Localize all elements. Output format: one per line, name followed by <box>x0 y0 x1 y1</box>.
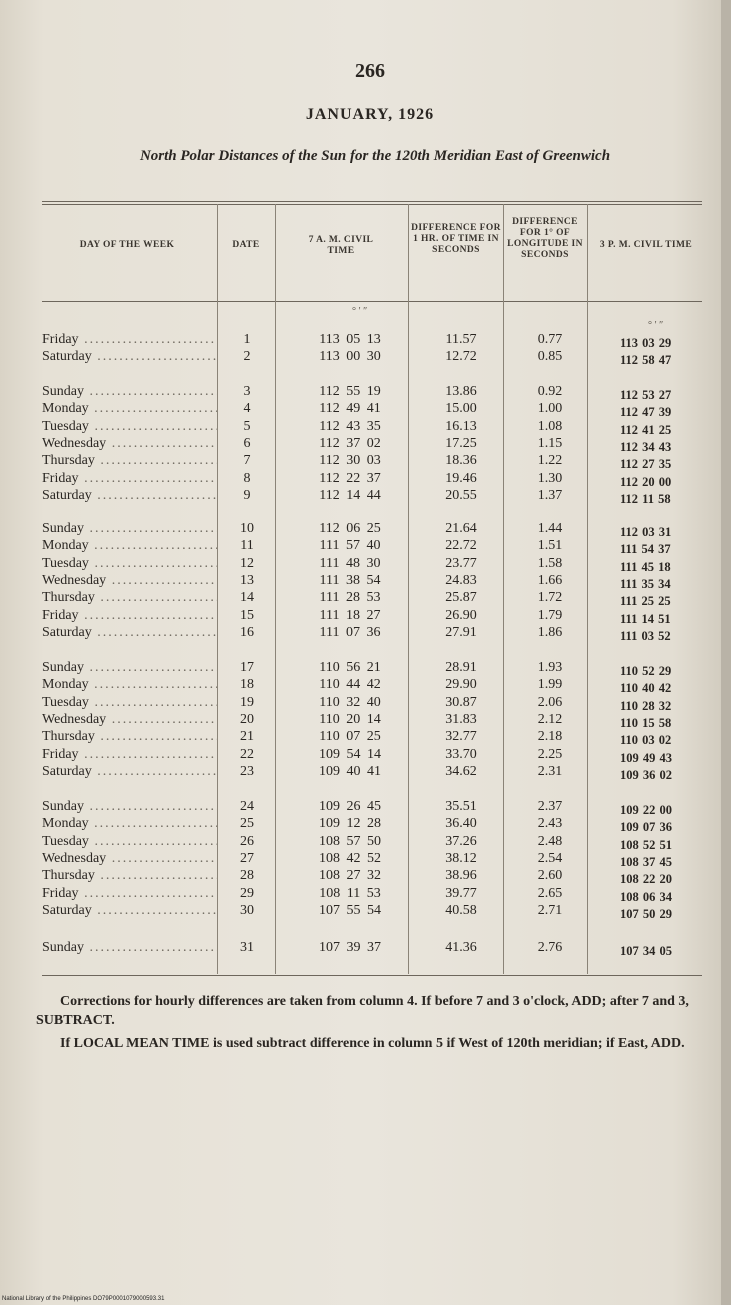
pm-civil-time-cell: 112 58 47 <box>620 353 672 368</box>
longitude-difference-cell: 0.77 <box>537 332 563 347</box>
table-top-rule-2 <box>42 204 702 205</box>
pm-civil-time-cell: 112 41 25 <box>620 422 672 437</box>
date-cell: 28 <box>240 868 254 884</box>
pm-civil-time-cell: 112 03 31 <box>620 525 672 539</box>
header-date: DATE <box>232 240 260 250</box>
pm-civil-time-cell: 110 28 32 <box>620 698 672 713</box>
pm-civil-time-cell: 109 49 43 <box>620 750 672 765</box>
hourly-difference-cell: 37.26 <box>445 833 477 849</box>
am-civil-time-cell: 112 55 19 <box>319 384 381 399</box>
hourly-difference-cell: 23.77 <box>445 555 477 571</box>
am-civil-time-cell: 110 07 25 <box>319 729 381 745</box>
pm-civil-time-cell: 108 52 51 <box>620 837 672 852</box>
hourly-difference-cell: 28.91 <box>445 660 477 675</box>
hourly-difference-cell: 35.51 <box>445 799 477 814</box>
column-divider <box>587 204 588 974</box>
pm-civil-time-cell: 112 34 43 <box>620 439 672 454</box>
pm-civil-time-cell: 108 06 34 <box>620 889 672 904</box>
date-cell: 15 <box>240 607 254 623</box>
date-cell: 20 <box>240 711 254 727</box>
pm-civil-time-cell: 111 03 52 <box>620 628 671 643</box>
am-civil-time-cell: 111 48 30 <box>319 555 381 571</box>
longitude-difference-cell: 0.92 <box>537 384 563 399</box>
longitude-difference-cell: 2.48 <box>537 833 563 849</box>
date-cell: 25 <box>240 816 254 832</box>
hourly-difference-cell: 12.72 <box>445 349 477 365</box>
date-cell: 21 <box>240 729 254 745</box>
date-cell: 8 <box>243 470 251 486</box>
pm-civil-time-cell: 109 07 36 <box>620 820 672 835</box>
hourly-difference-cell: 34.62 <box>445 763 477 779</box>
day-of-week-cell: Sunday ..... <box>42 799 217 815</box>
am-civil-time-cell: 108 11 53 <box>319 885 381 901</box>
day-of-week-cell: Sunday ..... <box>42 940 217 956</box>
day-of-week-cell: Sunday ..... <box>42 384 217 400</box>
am-civil-time-cell: 111 57 40 <box>319 538 381 554</box>
day-of-week-cell: Tuesday ..... <box>42 695 217 711</box>
am-civil-time-cell: 112 22 37 <box>319 470 381 486</box>
am-civil-time-cell: 107 55 54 <box>319 902 381 918</box>
hourly-difference-cell: 32.77 <box>445 729 477 745</box>
day-of-week-cell: Tuesday ..... <box>42 419 217 435</box>
longitude-difference-cell: 2.60 <box>537 868 563 884</box>
hourly-difference-cell: 13.86 <box>445 384 477 399</box>
pm-civil-time-cell: 110 52 29 <box>620 664 672 678</box>
longitude-difference-cell: 1.72 <box>537 590 563 606</box>
day-of-week-cell: Wednesday ..... <box>42 436 217 452</box>
units-pm: ° ′ ″ <box>648 320 664 331</box>
footer-credit: National Library of the Philippines DO79P0001079000593.31 <box>2 1296 165 1302</box>
hourly-difference-cell: 18.36 <box>445 453 477 469</box>
pm-civil-time-cell: 109 22 00 <box>620 803 672 817</box>
page-number: 266 <box>355 60 385 82</box>
am-civil-time-cell: 113 00 30 <box>319 349 381 365</box>
hourly-difference-cell: 16.13 <box>445 418 477 434</box>
header-difference-per-degree-longitude: DIFFERENCE FOR 1° OF LONGITUDE IN SECONDS <box>507 217 583 260</box>
pm-civil-time-cell: 112 47 39 <box>620 405 672 420</box>
date-cell: 12 <box>240 555 254 571</box>
day-of-week-cell: Friday ..... <box>42 886 217 902</box>
am-civil-time-cell: 110 32 40 <box>319 694 381 710</box>
date-cell: 2 <box>243 349 251 365</box>
pm-civil-time-cell: 109 36 02 <box>620 767 672 782</box>
day-of-week-cell: Sunday ..... <box>42 660 217 676</box>
day-of-week-cell: Monday ..... <box>42 538 217 554</box>
hourly-difference-cell: 39.77 <box>445 885 477 901</box>
hourly-difference-cell: 30.87 <box>445 694 477 710</box>
hourly-difference-cell: 38.96 <box>445 868 477 884</box>
day-of-week-cell: Saturday ..... <box>42 903 217 919</box>
hourly-difference-cell: 26.90 <box>445 607 477 623</box>
longitude-difference-cell: 2.31 <box>537 763 563 779</box>
pm-civil-time-cell: 112 53 27 <box>620 388 672 402</box>
page-edge-shadow <box>721 0 731 1305</box>
am-civil-time-cell: 111 07 36 <box>319 624 381 640</box>
table-subtitle: North Polar Distances of the Sun for the 120th Meridian East of Greenwich <box>139 148 611 164</box>
am-civil-time-cell: 108 27 32 <box>319 868 381 884</box>
date-cell: 5 <box>243 418 251 434</box>
pm-civil-time-cell: 108 37 45 <box>620 854 672 869</box>
am-civil-time-cell: 112 49 41 <box>319 401 381 417</box>
day-of-week-cell: Tuesday ..... <box>42 556 217 572</box>
hourly-difference-cell: 25.87 <box>445 590 477 606</box>
date-cell: 27 <box>240 850 254 866</box>
longitude-difference-cell: 2.25 <box>537 746 563 762</box>
pm-civil-time-cell: 111 45 18 <box>620 559 671 574</box>
longitude-difference-cell: 0.85 <box>537 349 563 365</box>
day-of-week-cell: Friday ..... <box>42 747 217 763</box>
longitude-difference-cell: 1.93 <box>537 660 563 675</box>
am-civil-time-cell: 112 43 35 <box>319 418 381 434</box>
hourly-difference-cell: 27.91 <box>445 624 477 640</box>
am-civil-time-cell: 112 37 02 <box>319 435 381 451</box>
hourly-difference-cell: 22.72 <box>445 538 477 554</box>
day-of-week-cell: Saturday ..... <box>42 764 217 780</box>
date-cell: 14 <box>240 590 254 606</box>
date-cell: 31 <box>240 940 254 955</box>
day-of-week-cell: Saturday ..... <box>42 625 217 641</box>
am-civil-time-cell: 107 39 37 <box>319 940 381 955</box>
longitude-difference-cell: 1.37 <box>537 487 563 503</box>
pm-civil-time-cell: 111 54 37 <box>620 542 671 557</box>
hourly-difference-cell: 38.12 <box>445 850 477 866</box>
am-civil-time-cell: 108 57 50 <box>319 833 381 849</box>
longitude-difference-cell: 2.43 <box>537 816 563 832</box>
day-of-week-cell: Saturday ..... <box>42 349 217 365</box>
date-cell: 19 <box>240 694 254 710</box>
hourly-difference-cell: 29.90 <box>445 677 477 693</box>
date-cell: 4 <box>243 401 251 417</box>
pm-civil-time-cell: 111 14 51 <box>620 611 671 626</box>
date-cell: 22 <box>240 746 254 762</box>
longitude-difference-cell: 1.00 <box>537 401 563 417</box>
am-civil-time-cell: 110 20 14 <box>319 711 381 727</box>
day-of-week-cell: Monday ..... <box>42 401 217 417</box>
longitude-difference-cell: 2.54 <box>537 850 563 866</box>
am-civil-time-cell: 110 56 21 <box>319 660 381 675</box>
longitude-difference-cell: 2.06 <box>537 694 563 710</box>
day-of-week-cell: Thursday ..... <box>42 729 217 745</box>
date-cell: 1 <box>243 332 251 347</box>
am-civil-time-cell: 111 38 54 <box>319 572 381 588</box>
date-cell: 29 <box>240 885 254 901</box>
hourly-difference-cell: 36.40 <box>445 816 477 832</box>
pm-civil-time-cell: 113 03 29 <box>620 336 672 350</box>
longitude-difference-cell: 2.12 <box>537 711 563 727</box>
header-day-of-week: DAY OF THE WEEK <box>79 240 175 250</box>
units-am: ° ′ ″ <box>352 306 368 317</box>
pm-civil-time-cell: 112 11 58 <box>620 491 671 506</box>
hourly-difference-cell: 11.57 <box>445 332 477 347</box>
day-of-week-cell: Thursday ..... <box>42 868 217 884</box>
pm-civil-time-cell: 108 22 20 <box>620 872 672 887</box>
header-7am-civil-time: 7 A. M. CIVIL TIME <box>308 235 374 256</box>
date-cell: 16 <box>240 624 254 640</box>
longitude-difference-cell: 2.76 <box>537 940 563 955</box>
pm-civil-time-cell: 110 15 58 <box>620 715 672 730</box>
hourly-difference-cell: 31.83 <box>445 711 477 727</box>
longitude-difference-cell: 1.86 <box>537 624 563 640</box>
day-of-week-cell: Wednesday ..... <box>42 712 217 728</box>
day-of-week-cell: Friday ..... <box>42 608 217 624</box>
am-civil-time-cell: 111 18 27 <box>319 607 381 623</box>
date-cell: 6 <box>243 435 251 451</box>
column-divider <box>217 204 218 974</box>
date-cell: 9 <box>243 487 251 503</box>
am-civil-time-cell: 109 26 45 <box>319 799 381 814</box>
pm-civil-time-cell: 112 27 35 <box>620 457 672 472</box>
pm-civil-time-cell: 111 25 25 <box>620 594 671 609</box>
date-cell: 13 <box>240 572 254 588</box>
day-of-week-cell: Thursday ..... <box>42 590 217 606</box>
date-cell: 24 <box>240 799 254 814</box>
hourly-difference-cell: 40.58 <box>445 902 477 918</box>
day-of-week-cell: Monday ..... <box>42 677 217 693</box>
pm-civil-time-cell: 112 20 00 <box>620 474 672 489</box>
pm-civil-time-cell: 107 50 29 <box>620 906 672 921</box>
header-bottom-rule <box>42 301 702 302</box>
header-difference-per-hour: DIFFERENCE FOR 1 HR. OF TIME IN SECONDS <box>411 223 501 255</box>
date-cell: 17 <box>240 660 254 675</box>
table-bottom-rule <box>42 975 702 976</box>
note-corrections: Corrections for hourly differences are taken from column 4. If before 7 and 3 o'clock, ADD; after 7 and 3, SUBTRACT. <box>36 994 689 1028</box>
hourly-difference-cell: 21.64 <box>445 521 477 536</box>
note-local-mean-time: If LOCAL MEAN TIME is used subtract difference in column 5 if West of 120th meridian; if East, ADD. <box>60 1036 685 1051</box>
longitude-difference-cell: 1.30 <box>537 470 563 486</box>
longitude-difference-cell: 1.15 <box>537 435 563 451</box>
hourly-difference-cell: 33.70 <box>445 746 477 762</box>
hourly-difference-cell: 24.83 <box>445 572 477 588</box>
longitude-difference-cell: 1.79 <box>537 607 563 623</box>
am-civil-time-cell: 111 28 53 <box>319 590 381 606</box>
am-civil-time-cell: 108 42 52 <box>319 850 381 866</box>
am-civil-time-cell: 112 06 25 <box>319 521 381 536</box>
longitude-difference-cell: 1.22 <box>537 453 563 469</box>
day-of-week-cell: Friday ..... <box>42 471 217 487</box>
page-title: JANUARY, 1926 <box>305 106 435 123</box>
longitude-difference-cell: 2.71 <box>537 902 563 918</box>
column-divider <box>408 204 409 974</box>
pm-civil-time-cell: 110 03 02 <box>620 733 672 748</box>
longitude-difference-cell: 1.66 <box>537 572 563 588</box>
column-divider <box>275 204 276 974</box>
longitude-difference-cell: 2.37 <box>537 799 563 814</box>
day-of-week-cell: Thursday ..... <box>42 453 217 469</box>
hourly-difference-cell: 19.46 <box>445 470 477 486</box>
longitude-difference-cell: 2.18 <box>537 729 563 745</box>
hourly-difference-cell: 41.36 <box>445 940 477 955</box>
longitude-difference-cell: 1.58 <box>537 555 563 571</box>
date-cell: 30 <box>240 902 254 918</box>
date-cell: 3 <box>243 384 251 399</box>
day-of-week-cell: Monday ..... <box>42 816 217 832</box>
date-cell: 26 <box>240 833 254 849</box>
date-cell: 23 <box>240 763 254 779</box>
date-cell: 11 <box>240 538 254 554</box>
date-cell: 10 <box>240 521 254 536</box>
table-top-rule <box>42 201 702 202</box>
pm-civil-time-cell: 107 34 05 <box>620 944 672 958</box>
date-cell: 7 <box>243 453 251 469</box>
longitude-difference-cell: 2.65 <box>537 885 563 901</box>
longitude-difference-cell: 1.99 <box>537 677 563 693</box>
day-of-week-cell: Saturday ..... <box>42 488 217 504</box>
hourly-difference-cell: 17.25 <box>445 435 477 451</box>
day-of-week-cell: Wednesday ..... <box>42 851 217 867</box>
am-civil-time-cell: 112 30 03 <box>319 453 381 469</box>
header-3pm-civil-time: 3 P. M. CIVIL TIME <box>599 240 693 250</box>
pm-civil-time-cell: 110 40 42 <box>620 681 672 696</box>
hourly-difference-cell: 15.00 <box>445 401 477 417</box>
date-cell: 18 <box>240 677 254 693</box>
day-of-week-cell: Sunday ..... <box>42 521 217 537</box>
longitude-difference-cell: 1.44 <box>537 521 563 536</box>
am-civil-time-cell: 109 54 14 <box>319 746 381 762</box>
am-civil-time-cell: 110 44 42 <box>319 677 381 693</box>
pm-civil-time-cell: 111 35 34 <box>620 576 671 591</box>
day-of-week-cell: Tuesday ..... <box>42 834 217 850</box>
am-civil-time-cell: 109 40 41 <box>319 763 381 779</box>
am-civil-time-cell: 113 05 13 <box>319 332 381 347</box>
day-of-week-cell: Wednesday ..... <box>42 573 217 589</box>
hourly-difference-cell: 20.55 <box>445 487 477 503</box>
day-of-week-cell: Friday ..... <box>42 332 217 348</box>
column-divider <box>503 204 504 974</box>
longitude-difference-cell: 1.51 <box>537 538 563 554</box>
longitude-difference-cell: 1.08 <box>537 418 563 434</box>
am-civil-time-cell: 109 12 28 <box>319 816 381 832</box>
am-civil-time-cell: 112 14 44 <box>319 487 381 503</box>
